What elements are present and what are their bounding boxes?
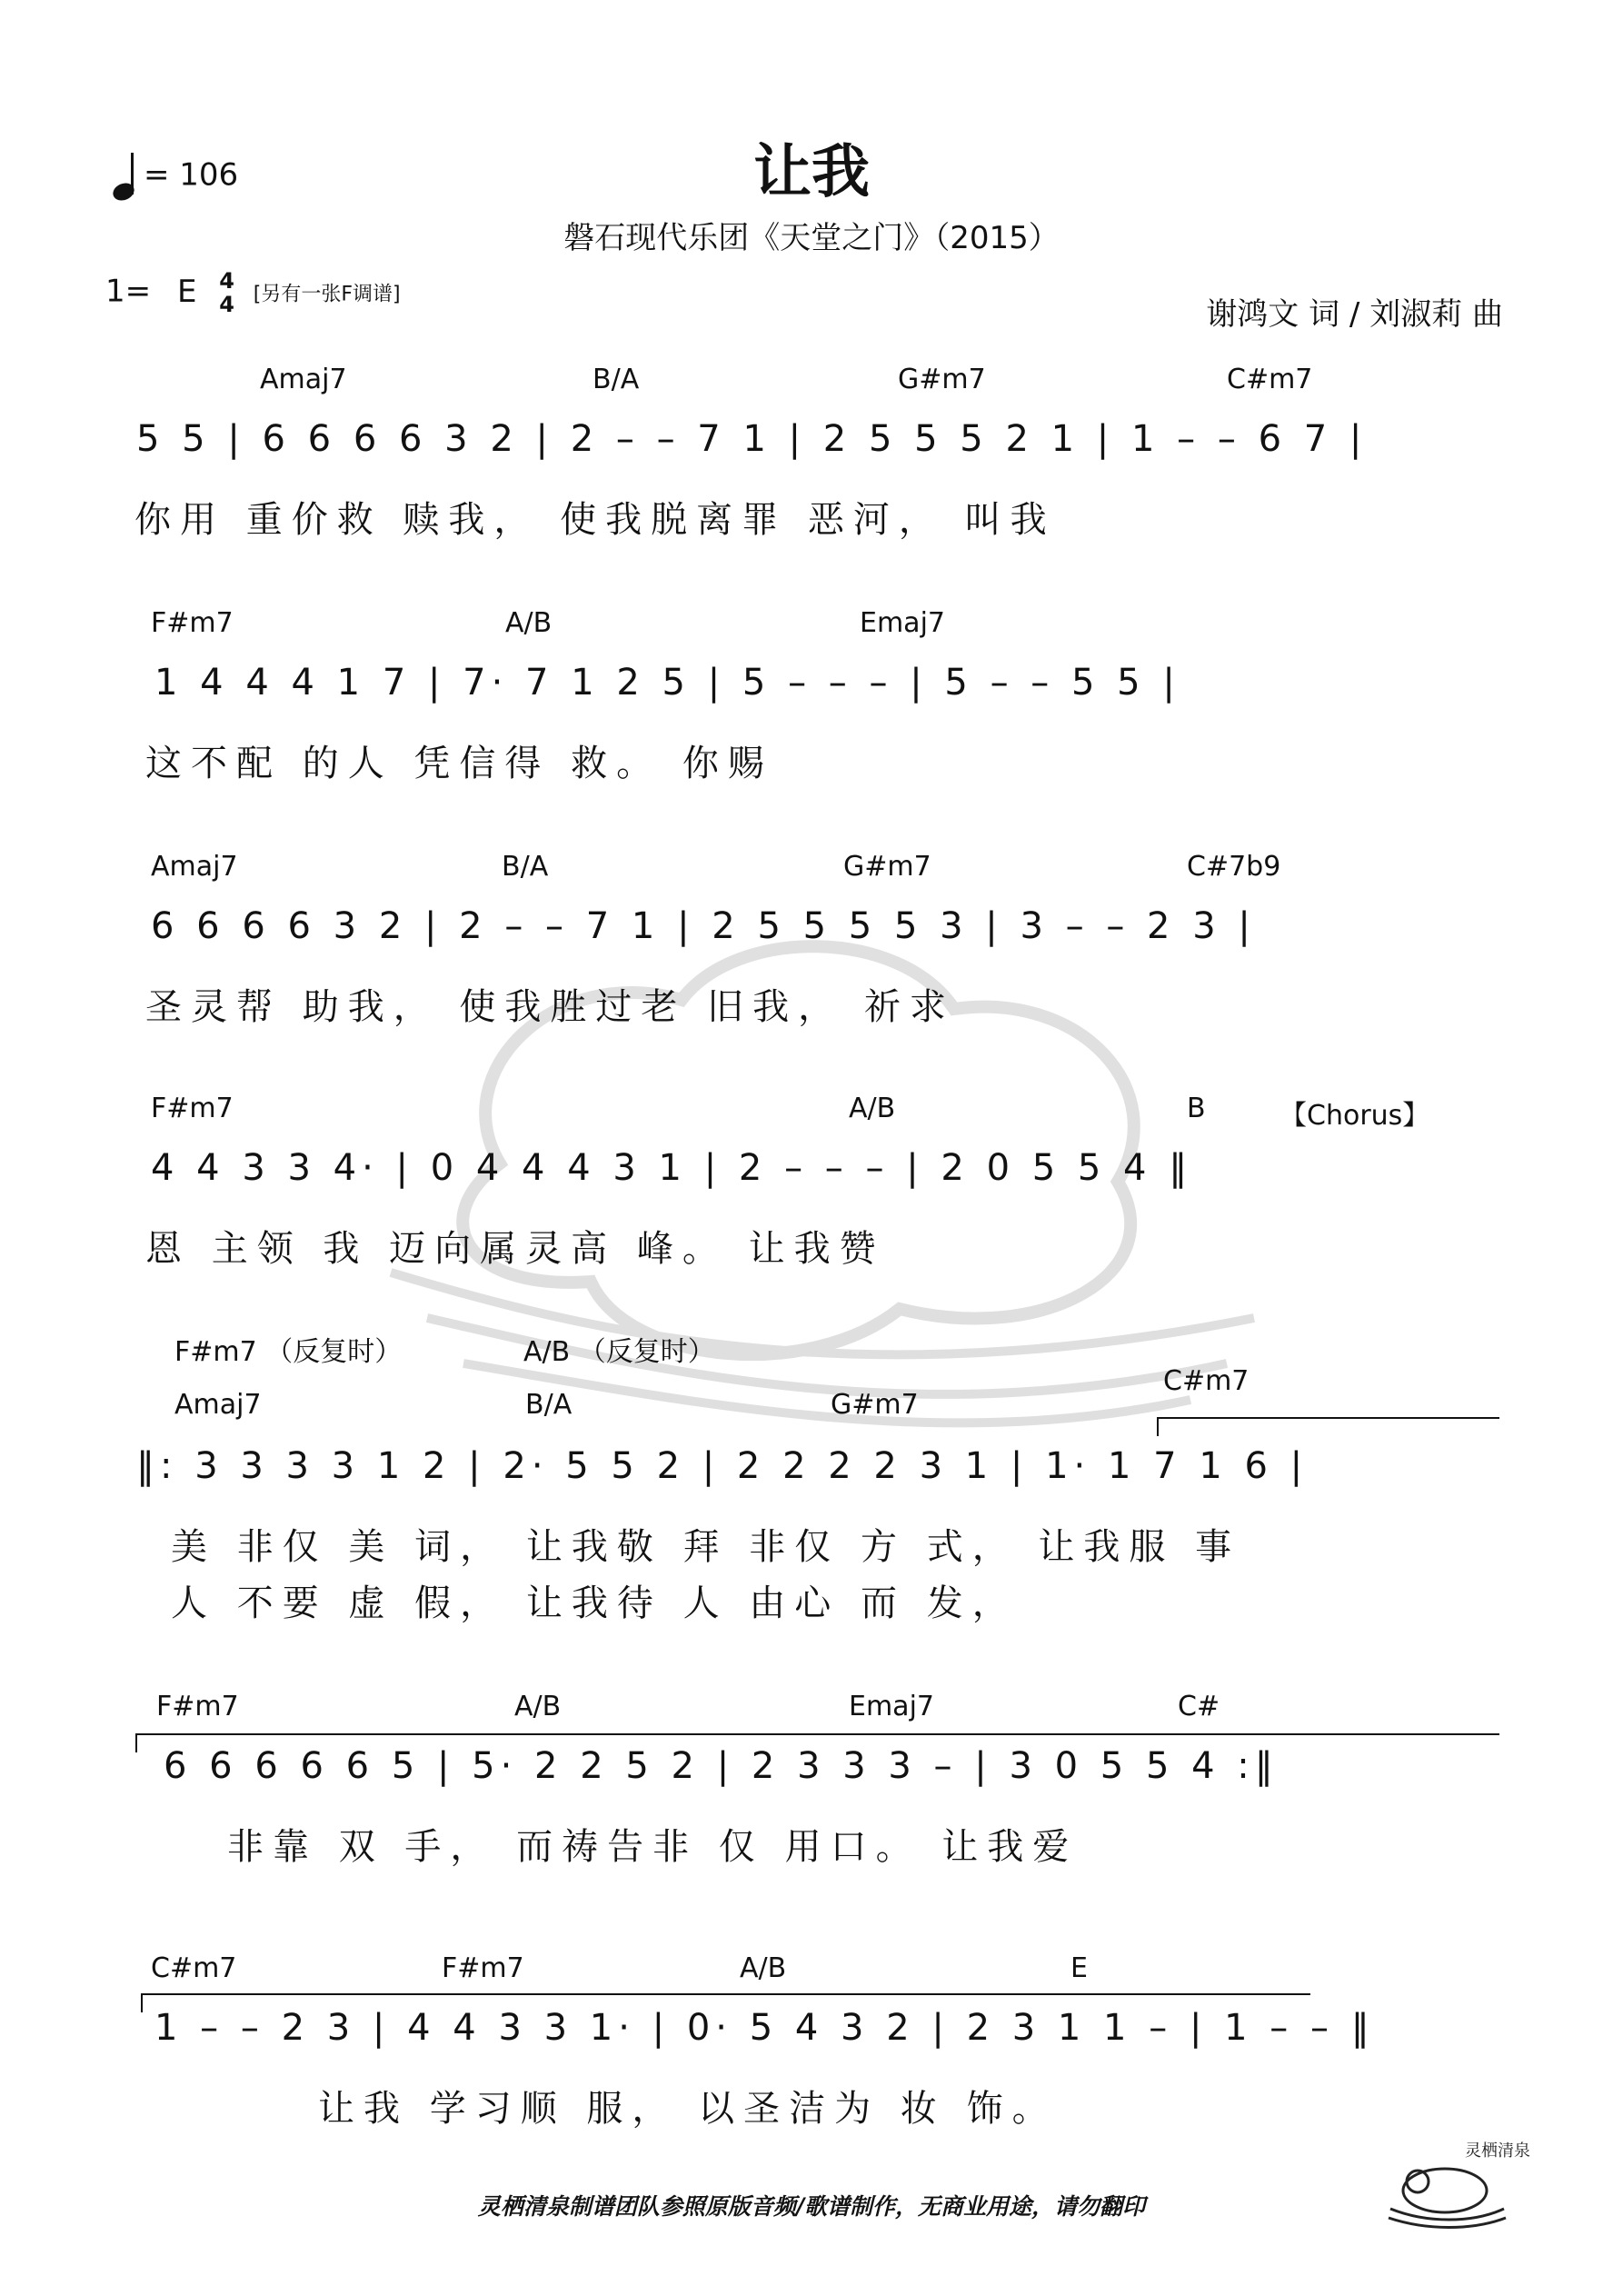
lyrics-line: 非靠 双 手， 而祷告非 仅 用口。 让我爱 — [227, 1826, 1079, 1868]
tempo-value: = 106 — [144, 156, 239, 194]
chord: Emaj7 — [860, 607, 945, 639]
chord: C#m7 — [1227, 364, 1313, 395]
chord: G#m7 — [843, 851, 931, 883]
chord: F#m7 — [151, 1093, 234, 1124]
notation-line: 6 6 6 6 3 2 | 2 – – 7 1 | 2 5 5 5 5 3 | 3 – – 2 3 | — [151, 905, 1256, 947]
footer-note: 灵栖清泉制谱团队参照原版音频/歌谱制作，无商业用途，请勿翻印 — [477, 2193, 1146, 2220]
chord: Emaj7 — [849, 1691, 934, 1722]
chord: G#m7 — [831, 1389, 919, 1421]
lyrics-line: 圣灵帮 助我， 使我胜过老 旧我， 祈求 — [145, 986, 955, 1028]
lyrics-line: 恩 主领 我 迈向属灵高 峰。 让我赞 — [145, 1228, 885, 1270]
time-sig-top: 4 — [219, 268, 234, 294]
notation-line: 4 4 3 3 4· | 0 4 4 4 3 1 | 2 – – – | 2 0 5 5 4 ‖ — [151, 1147, 1193, 1189]
chord: C#m7 — [151, 1952, 237, 1984]
chord: Amaj7 — [174, 1389, 262, 1421]
chord-repeat: A/B （反复时） — [523, 1336, 715, 1368]
credits: 谢鸿文 词 / 刘淑莉 曲 — [1206, 296, 1503, 333]
chord: Amaj7 — [151, 851, 238, 883]
key-note: E — [176, 273, 197, 310]
lyrics-line: 你用 重价救 赎我， 使我脱离罪 恶河， 叫我 — [134, 499, 1056, 541]
notation-line: 1 – – 2 3 | 4 4 3 3 1· | 0· 5 4 3 2 | 2 3 1 1 – | 1 – – ‖ — [154, 2007, 1375, 2049]
lyrics-line: 这不配 的人 凭信得 救。 你赐 — [145, 743, 773, 784]
chord: A/B — [505, 607, 553, 639]
chorus-label: 【Chorus】 — [1279, 1100, 1430, 1132]
notation-line: 1 4 4 4 1 7 | 7· 7 1 2 5 | 5 – – – | 5 – – 5 5 | — [154, 662, 1180, 704]
chord: A/B — [740, 1952, 787, 1984]
chord: C#m7 — [1163, 1365, 1250, 1397]
notation-line: 5 5 | 6 6 6 6 3 2 | 2 – – 7 1 | 2 5 5 5 2 1 | 1 – – 6 7 | — [136, 418, 1368, 460]
alternate-key-note: [另有一张F调谱] — [253, 283, 401, 306]
lyrics-line: 让我 学习顺 服， 以圣洁为 妆 饰。 — [318, 2088, 1058, 2130]
song-title: 让我 — [753, 139, 870, 206]
chord: G#m7 — [898, 364, 986, 395]
chord: F#m7 — [442, 1952, 524, 1984]
chord: E — [1070, 1952, 1088, 1984]
chord: A/B — [514, 1691, 562, 1722]
notation-line: 6 6 6 6 6 5 | 5· 2 2 5 2 | 2 3 3 3 – | 3 0 5 5 4 :‖ — [164, 1745, 1279, 1787]
chord: A/B — [849, 1093, 896, 1124]
chord: C#7b9 — [1187, 851, 1281, 883]
notation-line: ‖: 3 3 3 3 1 2 | 2· 5 5 2 | 2 2 2 2 3 1 | 1· 1 7 1 6 | — [136, 1445, 1309, 1487]
chord: Amaj7 — [260, 364, 347, 395]
chord: B/A — [525, 1389, 573, 1421]
chord: B/A — [502, 851, 549, 883]
brand-logo — [1381, 2136, 1530, 2227]
brand-logo-text: 灵栖清泉 — [1465, 2141, 1530, 2161]
chord: F#m7 — [151, 607, 234, 639]
key-prefix: 1= — [105, 273, 152, 310]
lyrics-line-2: 人 不要 虚 假， 让我待 人 由心 而 发， — [171, 1582, 1018, 1624]
chord-repeat: F#m7 （反复时） — [174, 1336, 403, 1368]
chord: C# — [1178, 1691, 1220, 1722]
chord: B/A — [592, 364, 640, 395]
chord: F#m7 — [156, 1691, 239, 1722]
chord: B — [1187, 1093, 1206, 1124]
lyrics-line: 美 非仅 美 词， 让我敬 拜 非仅 方 式， 让我服 事 — [171, 1526, 1241, 1568]
song-subtitle: 磐石现代乐团《天堂之门》（2015） — [563, 220, 1060, 256]
time-sig-bottom: 4 — [219, 292, 234, 317]
